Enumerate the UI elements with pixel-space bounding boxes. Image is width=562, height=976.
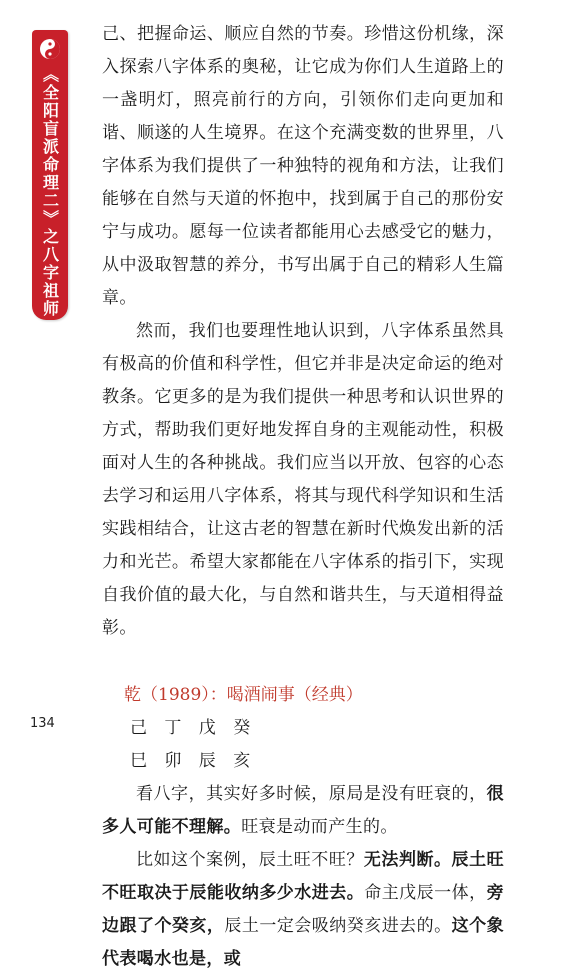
- p4-text-c: 命主戊辰一体，: [364, 883, 487, 903]
- section-spacer: [102, 645, 504, 679]
- paragraph-1: 己、把握命运、顺应自然的节奏。珍惜这份机缘，深入探索八字体系的奥秘，让它成为你们人生道路上的一盏明灯，照亮前行的方向，引领你们走向更加和谐、顺遂的人生境界。在这个充满变数的世界里，八字体系为我们提供了一种独特的视角和方法，让我们能够在自然与天道的怀抱中，找到属于自己的那份安宁与成功。愿每一位读者都能用心去感受它的魅力，从中汲取智慧的养分，书写出属于自己的精彩人生篇章。: [102, 24, 504, 308]
- page-body: [102, 18, 504, 976]
- book-title: 《全阳盲派命理二》之八字祖师: [40, 66, 60, 318]
- p3-bold-b: 很多人可能不理解。: [102, 784, 504, 837]
- p4-bold-f: 这个象代表喝水也是，或: [102, 916, 505, 969]
- paragraph-4: [102, 844, 504, 976]
- case-heading: 乾（1989）：喝酒闹事（经典）: [124, 685, 363, 705]
- earthly-branches: 巳 卯 辰 亥: [130, 751, 257, 771]
- p4-text-a: 比如这个案例，辰土旺不旺？: [136, 850, 364, 870]
- paragraph-2: 然而，我们也要理性地认识到，八字体系虽然具有极高的价值和科学性，但它并非是决定命运的绝对教条。它更多的是为我们提供一种思考和认识世界的方式，帮助我们更好地发挥自身的主观能动性，积极面对人生的各种挑战。我们应当以开放、包容的心态去学习和运用八字体系，将其与现代科学知识和生活实践相结合，让这古老的智慧在新时代焕发出新的活力和光芒。希望大家都能在八字体系的指引下，实现自我价值的最大化，与自然和谐共生，与天道相得益彰。: [102, 321, 504, 638]
- sidebar-title-tab: [32, 30, 68, 320]
- heavenly-stems: 己 丁 戊 癸: [130, 718, 257, 738]
- p3-text-a: 看八字，其实好多时候，原局是没有旺衰的，: [136, 784, 487, 804]
- page-number: 134: [30, 716, 55, 731]
- yin-yang-icon: [39, 38, 61, 60]
- p3-text-c: 旺衰是动而产生的。: [241, 817, 398, 837]
- p4-bold-b: 无法判断。辰土旺不旺取决于辰能收纳多少水进去。: [102, 850, 504, 903]
- paragraph-3: [102, 778, 504, 844]
- p4-bold-d: 旁边跟了个癸亥，: [102, 883, 504, 936]
- p4-text-e: 辰土一定会吸纳癸亥进去的。: [224, 916, 452, 936]
